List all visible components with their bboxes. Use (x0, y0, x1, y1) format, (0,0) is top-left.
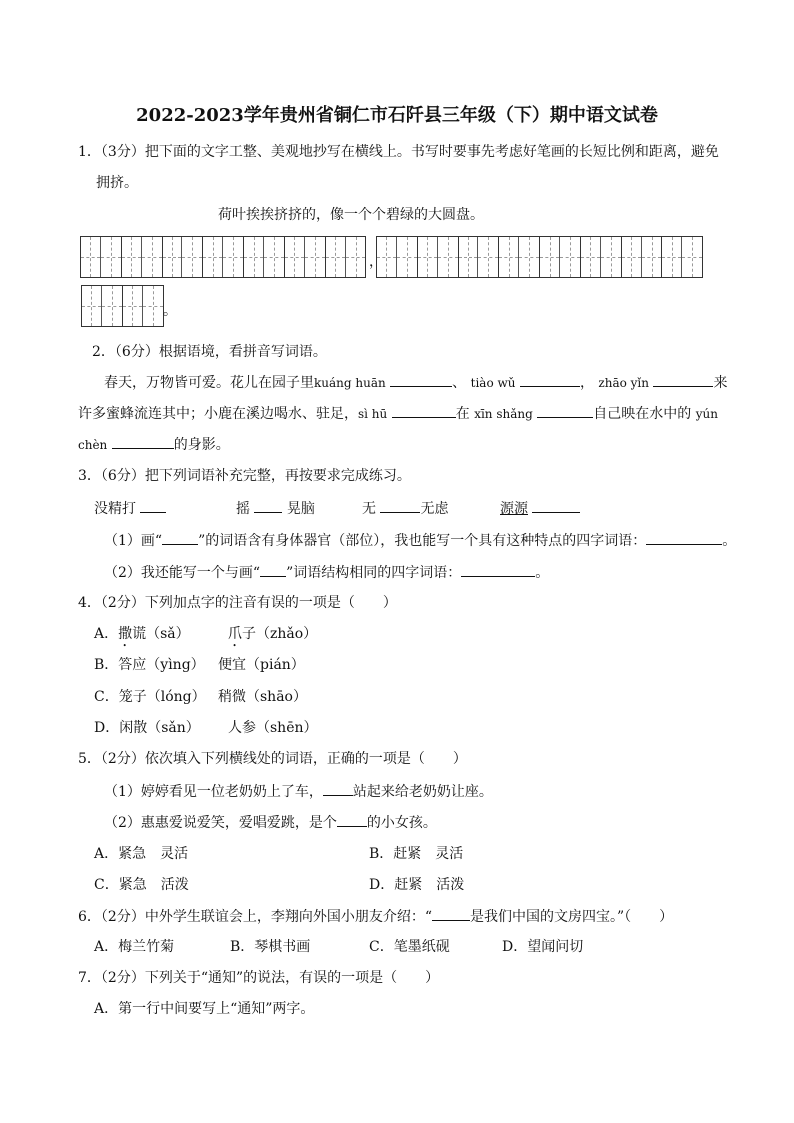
question-text: 把下面的文字工整、美观地抄写在横线上。书写时要事先考虑好笔画的长短比例和距离，避免 (144, 144, 719, 160)
question-score: （2分） (100, 909, 145, 925)
question-text: 根据语境，看拼音写词语。 (158, 344, 327, 360)
answer-blank[interactable] (140, 498, 166, 513)
answer-blank[interactable] (461, 562, 535, 577)
answer-blank[interactable] (112, 434, 174, 449)
question-3-sub-1: （1）画“ ”的词语含有身体器官（部位），我也能写一个具有这种特点的四字词语： 。 (104, 530, 736, 551)
option-b-word-2: 便宜（pián） (218, 657, 305, 673)
answer-blank[interactable] (254, 498, 282, 513)
pinyin: chèn (78, 438, 108, 452)
option-a[interactable]: A．撒谎（sǎ） (94, 626, 190, 642)
option-c[interactable]: C．笔墨纸砚 (369, 939, 450, 955)
option-a[interactable]: A．第一行中间要写上“通知”两字。 (94, 1001, 315, 1017)
question-number: 3． (78, 468, 101, 484)
writing-grid-1[interactable] (80, 236, 366, 278)
question-score: （3分） (100, 144, 145, 160)
idiom-item-2: 摇 晃脑 (236, 498, 315, 519)
writing-grid-2[interactable] (376, 236, 703, 278)
question-text: 把下列词语补充完整，再按要求完成练习。 (144, 468, 411, 484)
option-d-word-2: 人参（shēn） (228, 720, 318, 736)
option-d[interactable]: D．闲散（sǎn） (94, 720, 200, 736)
idiom-item-4: 源源 (500, 498, 580, 519)
option-d[interactable]: D．赶紧 活泼 (369, 877, 465, 893)
question-number: 1． (78, 144, 101, 160)
question-number: 4． (78, 595, 101, 611)
pinyin: zhāo yǐn (598, 376, 649, 390)
answer-blank[interactable] (392, 403, 456, 418)
copy-sentence: 荷叶挨挨挤挤的，像一个个碧绿的大圆盘。 (218, 207, 484, 223)
answer-blank[interactable] (537, 403, 593, 418)
option-c-word-2: 稍微（shāo） (218, 689, 307, 705)
answer-blank[interactable] (380, 498, 420, 513)
option-a[interactable]: A．梅兰竹菊 (94, 939, 175, 955)
option-b[interactable]: B．琴棋书画 (230, 939, 311, 955)
option-d[interactable]: D．望闻问切 (502, 939, 584, 955)
answer-blank[interactable] (520, 372, 580, 387)
question-2-line-2: 春天，万物皆可爱。花儿在园子里kuáng huān 、 tiào wǔ ， zhāo yǐn 来 (104, 372, 727, 393)
answer-blank[interactable] (532, 498, 580, 513)
writing-grid-3[interactable] (81, 285, 164, 327)
question-score: （6分） (100, 468, 145, 484)
pinyin: yún (695, 407, 718, 421)
pinyin: sì hū (358, 407, 388, 421)
question-2-line-3: 许多蜜蜂流连其中；小鹿在溪边喝水、驻足，sì hū 在 xīn shǎng 自己映在水中的 yún (78, 403, 718, 424)
option-b[interactable]: B．答应（yìng） (94, 657, 205, 673)
question-text: 依次填入下列横线处的词语，正确的一项是（ ） (144, 751, 467, 767)
grid-comma: ， (369, 254, 383, 270)
option-c[interactable]: C．紧急 活泼 (94, 877, 189, 893)
idiom-item-1: 没精打 (94, 498, 166, 519)
question-number: 5． (78, 751, 101, 767)
question-7-line-1 (78, 968, 439, 988)
option-c[interactable]: C．笼子（lóng） (94, 689, 206, 705)
question-number: 6． (78, 909, 101, 925)
question-3-line-1 (78, 466, 411, 486)
answer-blank[interactable] (390, 372, 452, 387)
question-2-line-4: chèn 的身影。 (78, 434, 230, 455)
question-number: 2． (92, 344, 115, 360)
answer-blank[interactable] (260, 562, 286, 577)
idiom-item-3: 无 无虑 (362, 498, 448, 519)
question-4-line-1 (78, 593, 397, 613)
question-3-sub-2: （2）我还能写一个与画“ ”词语结构相同的四字词语： 。 (104, 562, 549, 583)
answer-blank[interactable] (432, 906, 470, 921)
answer-blank[interactable] (323, 781, 353, 796)
option-a-word-2: 爪子（zhǎo） (228, 626, 318, 642)
question-5-line-1 (78, 749, 467, 769)
question-5-sub-2: （2）惠惠爱说爱笑，爱唱爱跳，是个 的小女孩。 (104, 812, 437, 833)
pinyin: kuáng huān (314, 376, 386, 390)
grid-period: 。 (163, 303, 177, 319)
answer-blank[interactable] (653, 372, 713, 387)
question-score: （2分） (100, 595, 145, 611)
question-number: 7． (78, 970, 101, 986)
answer-blank[interactable] (162, 530, 198, 545)
page-title: 2022-2023学年贵州省铜仁市石阡县三年级（下）期中语文试卷 (136, 105, 658, 126)
option-a[interactable]: A．紧急 灵活 (94, 846, 189, 862)
question-2-line-1 (92, 342, 327, 362)
pinyin: tiào wǔ (470, 376, 516, 390)
question-1-line-2: 拥挤。 (96, 175, 138, 191)
option-b[interactable]: B．赶紧 灵活 (369, 846, 464, 862)
question-5-sub-1: （1）婷婷看见一位老奶奶上了车， 站起来给老奶奶让座。 (104, 781, 493, 802)
question-6-line-1: 6．（2分）中外学生联谊会上，李翔向外国小朋友介绍：“ 是我们中国的文房四宝。”（ ） (78, 906, 673, 927)
question-score: （2分） (100, 751, 145, 767)
question-score: （2分） (100, 970, 145, 986)
answer-blank[interactable] (646, 530, 722, 545)
question-1-line-1 (78, 142, 719, 162)
answer-blank[interactable] (337, 812, 367, 827)
pinyin: xīn shǎng (474, 407, 533, 421)
question-score: （6分） (114, 344, 159, 360)
question-text: 下列加点字的注音有误的一项是（ ） (144, 595, 397, 611)
question-text: 下列关于“通知”的说法，有误的一项是（ ） (144, 970, 440, 986)
